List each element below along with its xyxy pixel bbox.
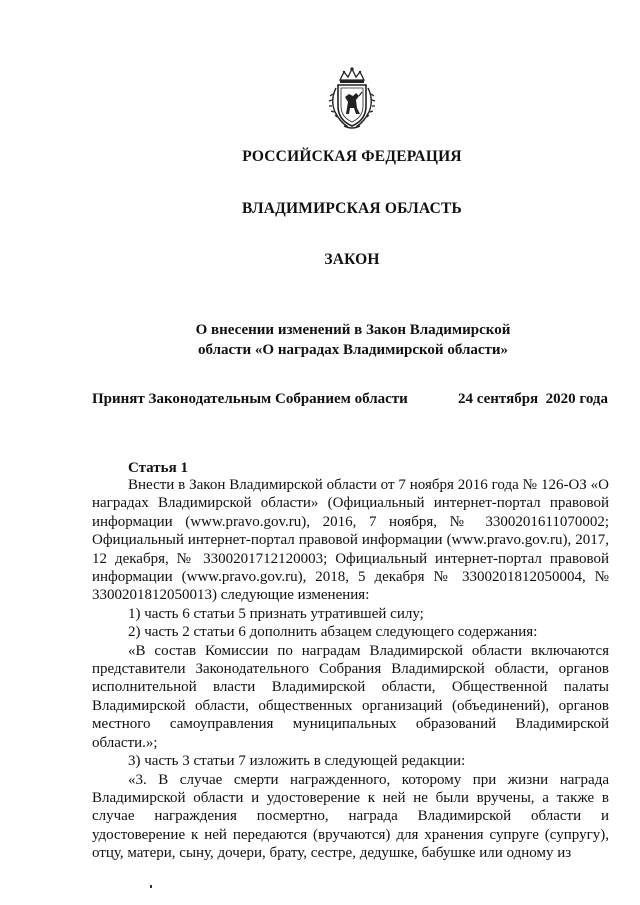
federation-heading: РОССИЙСКАЯ ФЕДЕРАЦИЯ xyxy=(242,148,462,165)
article-paragraph: «В состав Комиссии по наградам Владимирской области включаются представители Законодательного Собрания Владимирской области, органов исполнительной власти Владимирской области, Общественной палаты Владимирской области, общественных организаций (объединений), органов местного самоуправления муниципальных образований Владимирской области.»; xyxy=(92,642,609,751)
adoption-date: 24 сентября 2020 года xyxy=(458,391,608,407)
law-title-line-2: области «О наградах Владимирской области» xyxy=(197,342,509,358)
document-type-heading: ЗАКОН xyxy=(324,251,380,268)
scan-speck xyxy=(150,885,152,888)
adoption-row xyxy=(92,391,608,408)
article-body xyxy=(92,476,609,863)
law-title-line-1: О внесении изменений в Закон Владимирской xyxy=(195,322,511,338)
article-heading: Статья 1 xyxy=(128,460,188,476)
adoption-body: Принят Законодательным Собранием области xyxy=(92,391,408,407)
region-heading: ВЛАДИМИРСКАЯ ОБЛАСТЬ xyxy=(242,200,462,217)
article-paragraph: 2) часть 2 статьи 6 дополнить абзацем следующего содержания: xyxy=(128,624,538,641)
law-title xyxy=(150,320,556,360)
article-paragraph: 1) часть 6 статьи 5 признать утратившей силу; xyxy=(128,605,424,622)
article-paragraph: Внести в Закон Владимирской области от 7 ноября 2016 года № 126-ОЗ «О наградах Владимирской области» (Официальный интернет-портал правовой информации (www.pravo.gov.ru), 2016, 7 ноября, № 3300201611070002; Официальный интернет-портал правовой информации (www.pravo.gov.ru), 2017, 12 декабря, № 3300201712120003; Официальный интернет-портал правовой информации (www.pravo.gov.ru), 2018, 5 декабря № 3300201812050004, № 3300201812050013) следующие изменения: xyxy=(92,477,609,604)
vladimir-oblast-coat-of-arms-icon xyxy=(326,66,378,130)
article-paragraph: 3) часть 3 статьи 7 изложить в следующей редакции: xyxy=(128,753,466,770)
article-paragraph: «3. В случае смерти награжденного, которому при жизни награда Владимирской области и удостоверение к ней не были вручены, а также в случае награждения посмертно, награда Владимирской области и удостоверение к ней передаются (вручаются) для хранения супруге (супругу), отцу, матери, сыну, дочери, брату, сестре, дедушке, бабушке или одному из xyxy=(92,771,609,862)
